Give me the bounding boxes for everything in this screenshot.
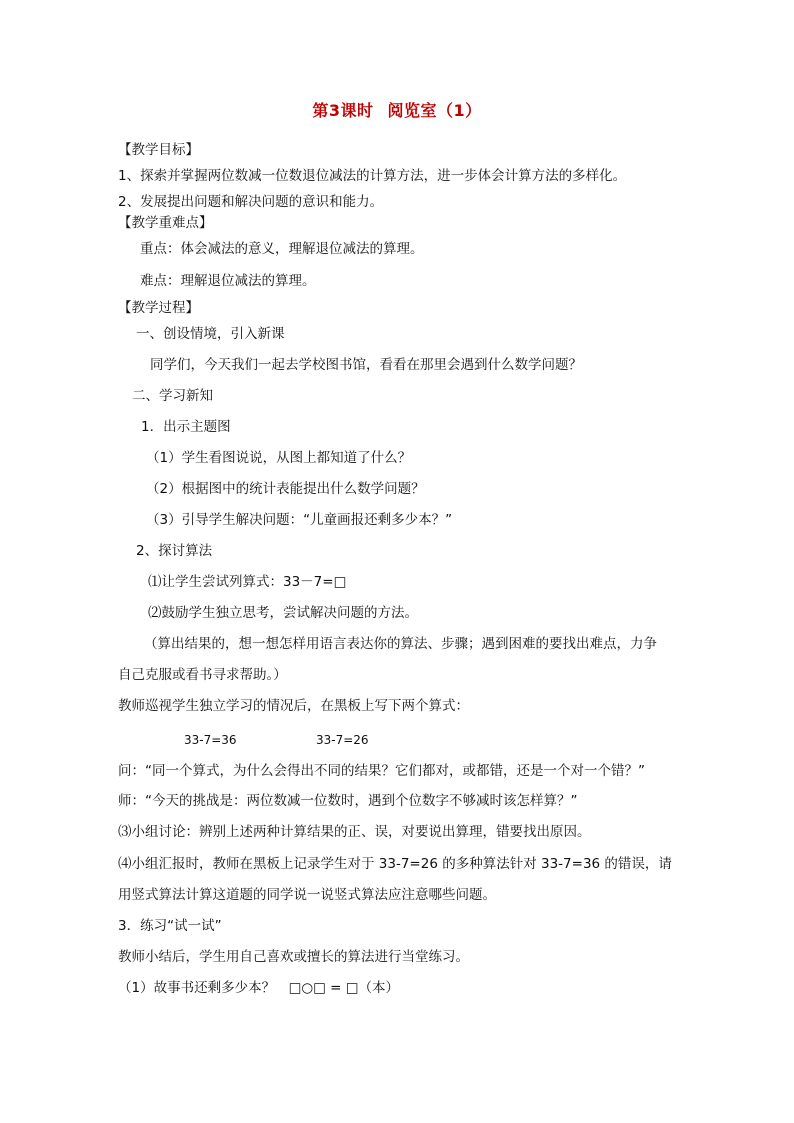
key-point: 重点：体会减法的意义，理解退位减法的算理。 (140, 241, 424, 257)
group-discussion-text: ⑶小组讨论：辨别上述两种计算结果的正、误，对要说出算理，错要找出原因。 (118, 824, 591, 840)
step1-title: 1．出示主题图 (141, 419, 231, 435)
step1-item-b: （2）根据图中的统计表能提出什么数学问题？ (146, 481, 425, 497)
teacher-patrol-text: 教师巡视学生独立学习的情况后，在黑板上写下两个算式： (118, 698, 469, 714)
goals-heading: 【教学目标】 (118, 142, 199, 158)
lesson-number: 第3课时 (312, 101, 374, 120)
step2-title: 2、探讨算法 (136, 543, 213, 559)
goal-2: 2、发展提出问题和解决问题的意识和能力。 (118, 194, 384, 210)
part2-title: 二、学习新知 (132, 388, 213, 404)
part1-text: 同学们，今天我们一起去学校图书馆，看看在那里会遇到什么数学问题？ (150, 357, 582, 373)
step1-item-c: （3）引导学生解决问题：“儿童画报还剩多少本？” (146, 512, 453, 528)
step1-item-a: （1）学生看图说说，从图上都知道了什么？ (146, 450, 412, 466)
exercise-1: （1）故事书还剩多少本？ □○□ = □（本） (118, 980, 400, 996)
question-text: 问：“同一个算式，为什么会得出不同的结果？它们都对，或都错，还是一个对一个错？” (118, 763, 645, 779)
step2-item-a: ⑴让学生尝试列算式：33－7=□ (148, 574, 347, 590)
formula-right: 33-7=26 (316, 733, 369, 747)
goal-1: 1、探索并掌握两位数减一位数退位减法的计算方法，进一步体会计算方法的多样化。 (118, 168, 627, 184)
part1-title: 一、创设情境，引入新课 (136, 326, 285, 342)
step2-note-line1: （算出结果的，想一想怎样用语言表达你的算法、步骤；遇到困难的要找出难点，力争 (144, 636, 657, 652)
step2-item-b: ⑵鼓励学生独立思考，尝试解决问题的方法。 (148, 605, 418, 621)
lesson-name: 阅览室（1） (387, 101, 482, 120)
key-difficulty-heading: 【教学重难点】 (118, 215, 213, 231)
step3-text: 教师小结后，学生用自己喜欢或擅长的算法进行当堂练习。 (118, 949, 469, 965)
step2-note-line2: 自己克服或看书寻求帮助。） (118, 667, 287, 683)
group-report-line2: 用竖式算法计算这道题的同学说一说竖式算法应注意哪些问题。 (118, 887, 496, 903)
step3-title: 3．练习“试一试” (118, 918, 222, 934)
difficulty-point: 难点：理解退位减法的算理。 (140, 273, 316, 289)
teacher-challenge-text: 师：“今天的挑战是：两位数减一位数时，遇到个位数字不够减时该怎样算？” (118, 793, 578, 809)
formula-wrong: 33-7=36 (184, 733, 237, 747)
page-title (0, 101, 794, 121)
group-report-line1: ⑷小组汇报时，教师在黑板上记录学生对于 33-7=26 的多种算法针对 33-7=36 的错误，请 (118, 856, 672, 872)
process-heading: 【教学过程】 (118, 300, 199, 316)
